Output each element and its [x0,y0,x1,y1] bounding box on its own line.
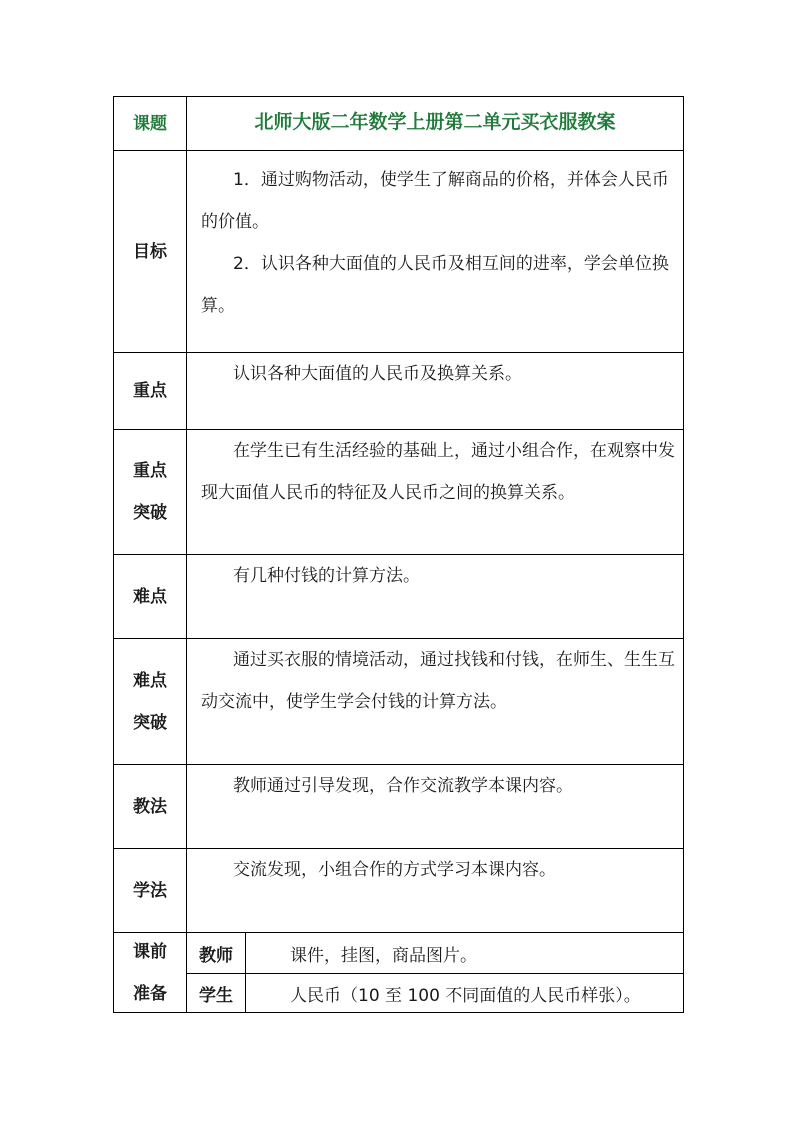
key-breakthrough-paragraph: 在学生已有生活经验的基础上，通过小组合作，在观察中发现大面值人民币的特征及人民币之间的换算关系。 [201,441,675,503]
difficulty-row [114,554,683,638]
preparation-label-line-1: 课前 [133,941,167,962]
student-materials: 人民币（10 至 100 不同面值的人民币样张）。 [290,986,641,1006]
key-breakthrough-content [187,430,683,554]
teaching-method-paragraph: 教师通过引导发现，合作交流教学本课内容。 [233,776,573,796]
preparation-label-line-2: 准备 [133,983,167,1004]
preparation-label [114,933,187,1012]
teacher-label: 教师 [187,933,246,973]
goal-label [114,151,187,352]
difficulty-breakthrough-row [114,638,683,764]
key-point-label-text: 重点 [133,381,167,401]
title-row [114,97,683,150]
difficulty-breakthrough-label-line-1: 难点 [133,670,167,691]
preparation-row [114,932,683,1012]
lesson-plan-table [113,96,684,1013]
key-point-paragraph: 认识各种大面值的人民币及换算关系。 [233,364,522,384]
title-label: 课题 [114,97,187,150]
key-point-row [114,352,683,429]
preparation-teacher-row [187,933,683,973]
goal-paragraph-2: 2．认识各种大面值的人民币及相互间的进率，学会单位换算。 [201,254,669,316]
difficulty-breakthrough-label [114,639,187,764]
difficulty-paragraph: 有几种付钱的计算方法。 [233,566,420,586]
difficulty-content [187,555,683,638]
difficulty-breakthrough-label-line-2: 突破 [133,712,167,733]
teaching-method-label-text: 教法 [133,796,167,817]
key-breakthrough-label [114,430,187,554]
teaching-method-label [114,765,187,848]
difficulty-label [114,555,187,638]
learning-method-paragraph: 交流发现，小组合作的方式学习本课内容。 [233,860,556,880]
difficulty-breakthrough-paragraph: 通过买衣服的情境活动，通过找钱和付钱，在师生、生生互动交流中，使学生学会付钱的计算方法。 [201,650,675,712]
key-point-content [187,353,683,429]
learning-method-label-text: 学法 [133,880,167,901]
goal-paragraph-1: 1．通过购物活动，使学生了解商品的价格，并体会人民币的价值。 [201,170,669,232]
key-breakthrough-label-line-2: 突破 [133,503,167,523]
difficulty-label-text: 难点 [133,586,167,607]
student-label: 学生 [187,974,246,1013]
preparation-student-row [187,973,683,1013]
goal-content [187,151,683,352]
goal-label-text: 目标 [133,241,167,262]
learning-method-label [114,849,187,932]
key-breakthrough-label-line-1: 重点 [133,461,167,481]
teaching-method-row [114,764,683,848]
key-point-label [114,353,187,429]
key-breakthrough-row [114,429,683,554]
difficulty-breakthrough-content [187,639,683,764]
document-title: 北师大版二年数学上册第二单元买衣服教案 [254,111,616,133]
teaching-method-content [187,765,683,848]
learning-method-row [114,848,683,932]
goal-row [114,150,683,352]
teacher-materials: 课件，挂图，商品图片。 [290,945,477,966]
learning-method-content [187,849,683,932]
